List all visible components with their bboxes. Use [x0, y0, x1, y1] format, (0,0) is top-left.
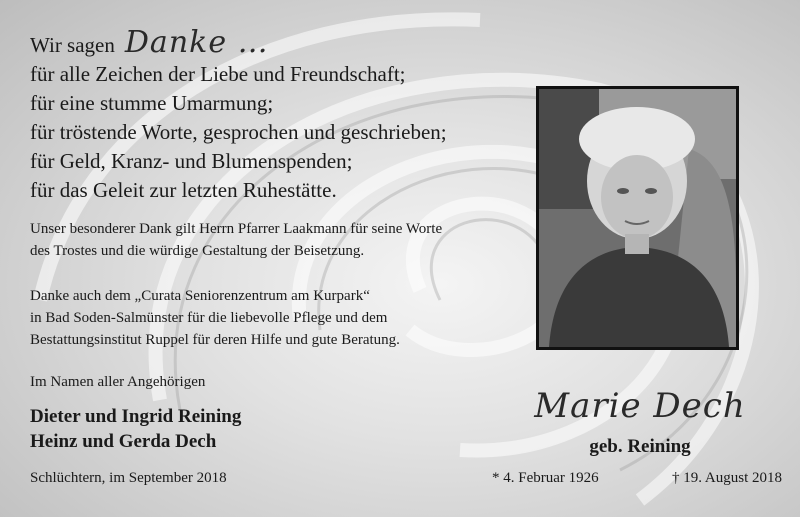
intro-line: für das Geleit zur letzten Ruhestätte.	[30, 178, 337, 202]
intro-line: für alle Zeichen der Liebe und Freundschaft;	[30, 62, 406, 86]
intro-line: für eine stumme Umarmung;	[30, 91, 274, 115]
thanks-intro	[30, 25, 510, 205]
birth-name: geb. Reining	[589, 436, 691, 457]
death-date: † 19. August 2018	[671, 470, 782, 486]
place-date: Schlüchtern, im September 2018	[30, 470, 227, 486]
intro-first-line	[30, 25, 510, 60]
deceased-name: Marie Dech	[534, 386, 746, 426]
portrait-photo	[536, 86, 739, 350]
birth-date: * 4. Februar 1926	[492, 470, 599, 486]
closing-line: Im Namen aller Angehörigen	[30, 374, 206, 390]
life-dates	[492, 470, 782, 487]
mourners-list	[30, 404, 241, 454]
intro-line: für Geld, Kranz- und Blumenspenden;	[30, 149, 353, 173]
mourner-name: Heinz und Gerda Dech	[30, 431, 217, 452]
paragraph-line: Danke auch dem „Curata Seniorenzentrum am Kurpark“	[30, 288, 370, 304]
intro-lead: Wir sagen	[30, 33, 115, 57]
portrait-image	[539, 89, 736, 347]
care-thanks-paragraph	[30, 285, 530, 351]
paragraph-line: des Trostes und die würdige Gestaltung der Beisetzung.	[30, 243, 365, 259]
intro-line: für tröstende Worte, gesprochen und geschrieben;	[30, 120, 447, 144]
paragraph-line: in Bad Soden-Salmünster für die liebevolle Pflege und dem	[30, 310, 388, 326]
pastor-thanks-paragraph	[30, 218, 530, 262]
paragraph-line: Bestattungsinstitut Ruppel für deren Hilfe und gute Beratung.	[30, 332, 400, 348]
danke-script: Danke …	[124, 25, 269, 60]
mourner-name: Dieter und Ingrid Reining	[30, 406, 242, 427]
paragraph-line: Unser besonderer Dank gilt Herrn Pfarrer Laakmann für seine Worte	[30, 221, 443, 237]
